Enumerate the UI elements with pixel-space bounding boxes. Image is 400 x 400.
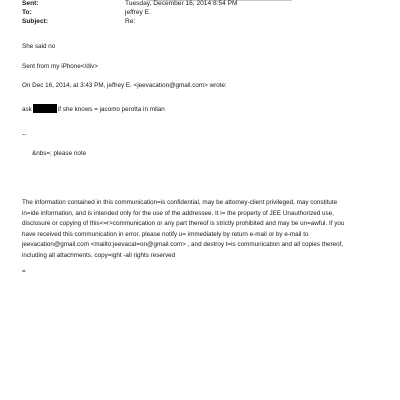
trailing-marker: = [22, 268, 26, 275]
disclaimer-line: The information contained in this communication=is confidential, may be attorney-client privileged, may constitute [22, 199, 338, 206]
quoted-question [22, 104, 165, 114]
subject-label: Subject: [22, 18, 49, 25]
sent-label: Sent: [22, 0, 39, 7]
confidentiality-disclaimer [22, 198, 382, 262]
reply-text: She said no [22, 43, 56, 50]
sent-value: Tuesday, December 16, 2014 8:54 PM [125, 0, 238, 7]
disclaimer-line: jeevacation@gmail.com <mailto:jeevacat=on@gmail.com> , and destroy t=is communication and all copies thereof, [22, 241, 344, 249]
quote-header: On Dec 16, 2014, at 3:43 PM, jeffrey E. <jeevacation@gmail.com> wrote: [22, 82, 227, 89]
disclaimer-line: in=ide information, and is intended only for the use of the addressee. It i= the property of JEE Unauthorized use, [22, 209, 334, 217]
mobile-signature: Sent from my iPhone</div> [22, 63, 98, 70]
to-value: jeffrey E. [125, 9, 151, 16]
nbsp-note: &nbs=; please note [32, 150, 87, 157]
to-label: To: [22, 9, 32, 16]
ask-suffix: if she knows = jacomo perotta in milan [57, 106, 165, 113]
ask-prefix: ask [22, 106, 32, 113]
disclaimer-line: have received this communication in error, please notify u= immediately by return e-mail or by e-mail to [22, 230, 309, 238]
subject-value: Re: [125, 18, 136, 25]
separator: -- [22, 131, 27, 138]
redaction-box [33, 104, 57, 113]
disclaimer-line: including all attachments. copy=ight -all rights reserved [22, 251, 176, 259]
disclaimer-line: disclosure or copying of this<=r>communication or any part thereof is strictly prohibited and may be un=awful. If you [22, 220, 345, 228]
